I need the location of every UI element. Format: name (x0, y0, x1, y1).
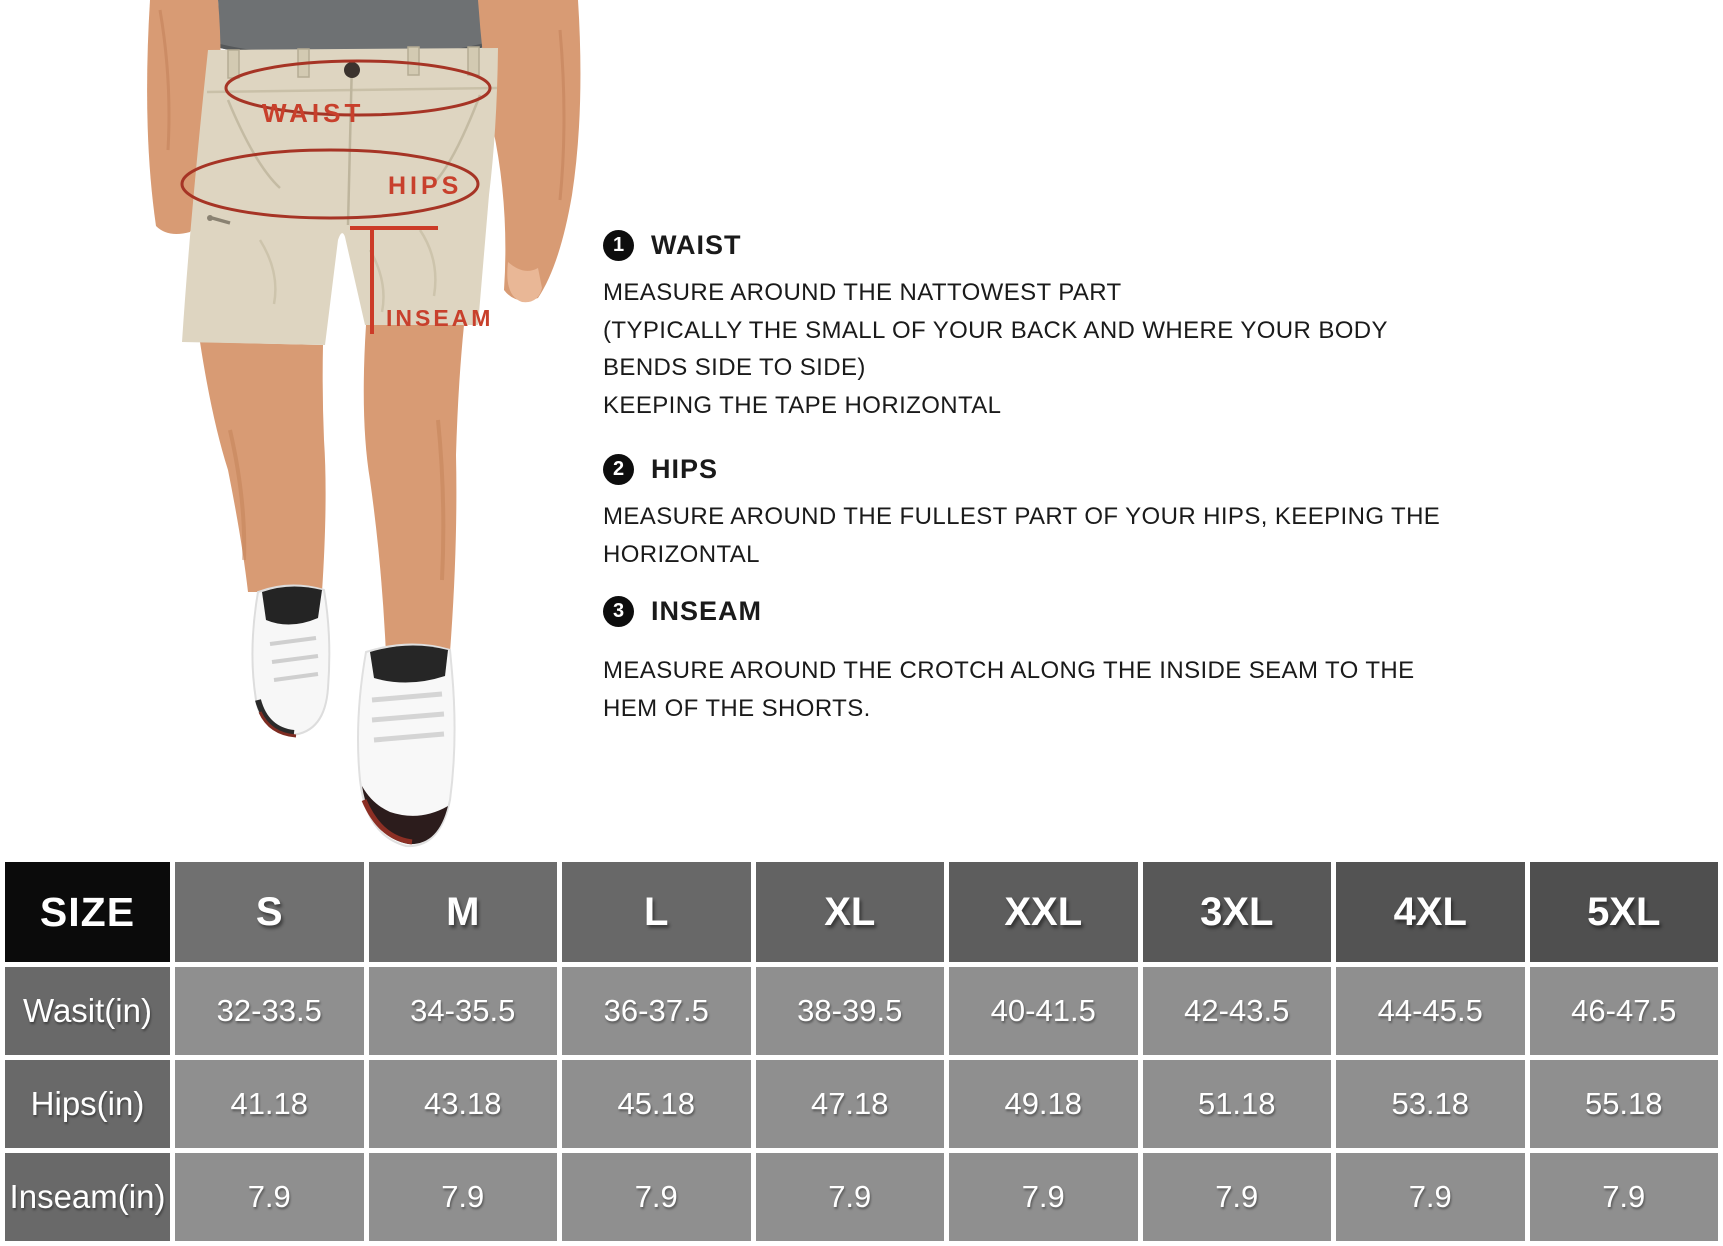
row-hips (5, 1060, 1718, 1148)
instruction-body (603, 274, 1388, 424)
header-cell-size: SIZE (5, 862, 170, 962)
size-value-cell: 55.18 (1530, 1060, 1719, 1148)
instruction-title: HIPS (651, 453, 719, 484)
size-value-cell: 7.9 (1530, 1153, 1719, 1241)
size-value-cell: 32-33.5 (175, 967, 364, 1055)
size-value-cell: 41.18 (175, 1060, 364, 1148)
instruction-section-hips (603, 452, 1440, 573)
size-value-cell: 7.9 (369, 1153, 558, 1241)
instruction-line: (TYPICALLY THE SMALL OF YOUR BACK AND WHERE YOUR BODY (603, 316, 1388, 344)
header-cell-m: M (369, 862, 558, 962)
instruction-section-waist (603, 228, 1388, 424)
legs-graphic (200, 325, 464, 655)
size-value-cell: 43.18 (369, 1060, 558, 1148)
size-value-cell: 36-37.5 (562, 967, 751, 1055)
size-value-cell: 38-39.5 (756, 967, 945, 1055)
waist-annotation-label: WAIST (262, 98, 365, 128)
size-value-cell: 46-47.5 (1530, 967, 1719, 1055)
size-value-cell: 49.18 (949, 1060, 1138, 1148)
size-value-cell: 53.18 (1336, 1060, 1525, 1148)
hips-annotation-label: HIPS (388, 172, 463, 200)
size-chart-header-row (5, 862, 1718, 962)
row-label-waist: Wasit(in) (5, 967, 170, 1055)
instruction-line: KEEPING THE TAPE HORIZONTAL (603, 391, 1002, 419)
instruction-body (603, 652, 1415, 727)
instruction-body (603, 498, 1440, 573)
size-value-cell: 45.18 (562, 1060, 751, 1148)
instruction-heading (603, 594, 1415, 628)
header-cell-5xl: 5XL (1530, 862, 1719, 962)
instruction-heading (603, 228, 1388, 262)
instruction-line: HORIZONTAL (603, 540, 760, 568)
row-waist (5, 967, 1718, 1055)
size-value-cell: 7.9 (756, 1153, 945, 1241)
instruction-section-inseam (603, 594, 1415, 727)
size-value-cell: 7.9 (175, 1153, 364, 1241)
header-cell-4xl: 4XL (1336, 862, 1525, 962)
header-cell-s: S (175, 862, 364, 962)
size-value-cell: 42-43.5 (1143, 967, 1332, 1055)
size-value-cell: 7.9 (1336, 1153, 1525, 1241)
instruction-line: MEASURE AROUND THE NATTOWEST PART (603, 279, 1122, 306)
instruction-title: WAIST (651, 229, 742, 260)
size-value-cell: 51.18 (1143, 1060, 1332, 1148)
instruction-line: BENDS SIDE TO SIDE) (603, 354, 866, 381)
size-chart-table (0, 857, 1723, 1246)
row-label-hips: Hips(in) (5, 1060, 170, 1148)
header-cell-l: L (562, 862, 751, 962)
size-value-cell: 34-35.5 (369, 967, 558, 1055)
step-number-badge: 2 (603, 454, 634, 485)
header-cell-xl: XL (756, 862, 945, 962)
size-value-cell: 47.18 (756, 1060, 945, 1148)
size-value-cell: 7.9 (1143, 1153, 1332, 1241)
header-cell-xxl: XXL (949, 862, 1138, 962)
instruction-line: HEM OF THE SHORTS. (603, 694, 871, 722)
instruction-line: MEASURE AROUND THE CROTCH ALONG THE INSIDE SEAM TO THE (603, 657, 1415, 684)
header-cell-3xl: 3XL (1143, 862, 1332, 962)
row-inseam (5, 1153, 1718, 1241)
inseam-annotation-label: INSEAM (386, 305, 494, 331)
step-number-badge: 3 (603, 596, 634, 627)
row-label-inseam: Inseam(in) (5, 1153, 170, 1241)
size-value-cell: 44-45.5 (1336, 967, 1525, 1055)
size-value-cell: 7.9 (562, 1153, 751, 1241)
size-value-cell: 40-41.5 (949, 967, 1138, 1055)
instruction-line: MEASURE AROUND THE FULLEST PART OF YOUR HIPS, KEEPING THE (603, 503, 1441, 530)
instruction-title: INSEAM (651, 595, 763, 626)
product-photo (120, 0, 620, 858)
size-value-cell: 7.9 (949, 1153, 1138, 1241)
instruction-heading (603, 452, 1440, 486)
step-number-badge: 1 (603, 230, 634, 261)
